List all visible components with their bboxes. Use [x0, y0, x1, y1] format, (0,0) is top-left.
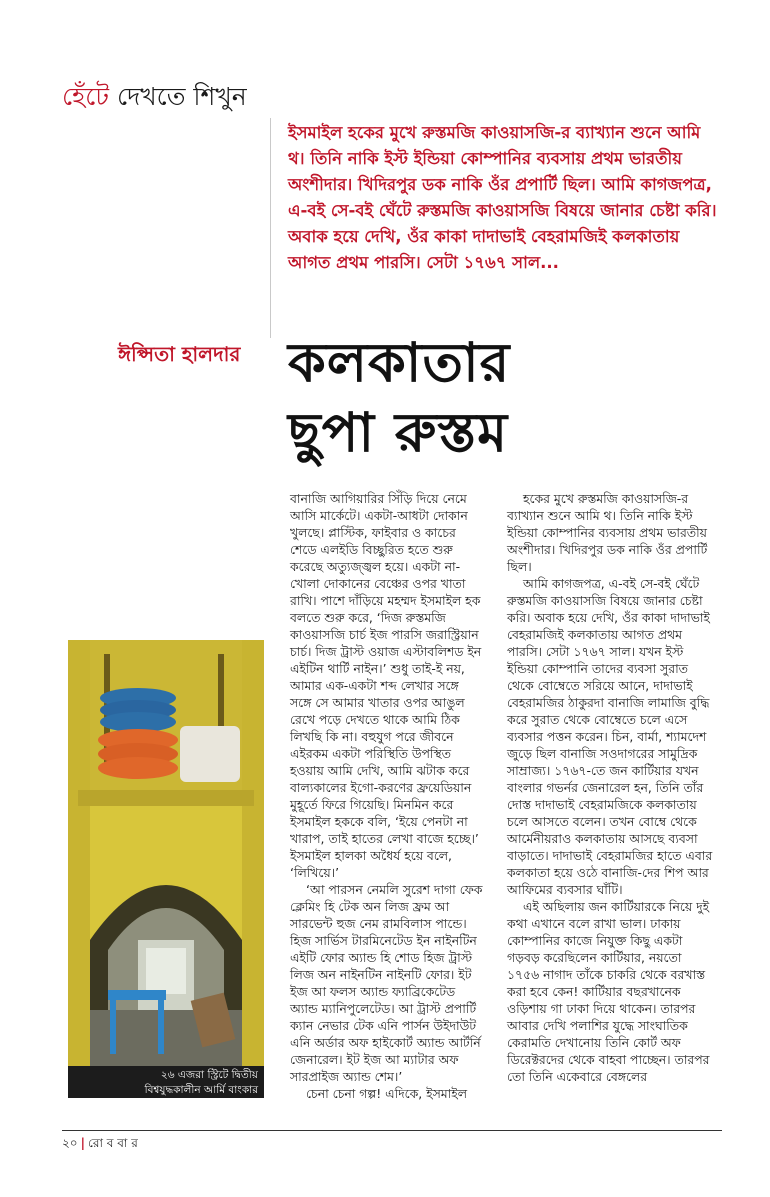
headline	[288, 328, 510, 468]
bunker-photo	[68, 640, 264, 1066]
body-paragraph: আমি কাগজপত্র, এ-বই সে-বই ঘেঁটে রুস্তমজি কাওয়াসজি বিষয়ে জানার চেষ্টা করি। অবাক হয়ে দেখি, ওঁর কাকা দাদাভাই বেহরামজিই কলকাতায় আগত প্রথম পারসি। সেটা ১৭৬৭ সাল। যখন ইস্ট ইন্ডিয়া কোম্পানি তাদের ব্যবসা সুরাত থেকে বোম্বেতে সরিয়ে আনে, দাদাভাই বেহরামজির ঠাকুরদা বানাজি লামাজি বুদ্ধি করে সুরাত থেকে বোম্বেতে চলে এসে ব্যবসার পত্তন করেন। চিন, বার্মা, শ্যামদেশ জুড়ে ছিল বানাজি সওদাগরের সামুদ্রিক সাম্রাজ্য। ১৭৬৭-তে জন কার্টিয়ার যখন বাংলার গভর্নর জেনারেল হন, তিনি তাঁর দোস্ত দাদাভাই বেহরামজিকে কলকাতায় চলে আসতে বলেন। তখন বোম্বে থেকে আর্মেনীয়রাও কলকাতায় আসছে ব্যবসা বাড়াতে। দাদাভাই বেহরামজির হাতে এবার কলকাতা হয়ে ওঠে বানাজি-দের শিপ আর আফিমের ব্যবসার ঘাঁটি।	[507, 576, 713, 897]
section-header	[62, 84, 247, 109]
footer-separator: |	[80, 1136, 85, 1150]
intro-standfirst: ইসমাইল হকের মুখে রুস্তমজি কাওয়াসজি-র ব্যাখ্যান শুনে আমি থ। তিনি নাকি ইস্ট ইন্ডিয়া কোম্পানির ব্যবসায় প্রথম ভারতীয় অংশীদার। খিদিরপুর ডক নাকি ওঁর প্রপার্টি ছিল। আমি কাগজপত্র, এ-বই সে-বই ঘেঁটে রুস্তমজি কাওয়াসজি বিষয়ে জানার চেষ্টা করি। অবাক হয়ে দেখি, ওঁর কাকা দাদাভাই বেহরামজিই কলকাতায় আগত প্রথম পারসি। সেটা ১৭৬৭ সাল...	[288, 123, 717, 272]
photo-caption-line-1: ২৬ এজরা স্ট্রিটে দ্বিতীয়	[160, 1069, 258, 1081]
section-header-rest: দেখতে শিখুন	[116, 82, 247, 111]
body-paragraph: চেনা চেনা গল্প! এদিকে, ইসমাইল	[306, 1086, 467, 1101]
body-paragraph: ‘আ পারসন নেমলি সুরেশ দাগা ফেক ক্লেমিং হি টেক অন লিজ ফ্রম আ সারভেন্ট হুজ নেম রামবিলাস পান্ডে। হিজ সার্ভিস টারমিনেটেড ইন নাইনটিন এইটি ফোর অ্যান্ড হি শোড হিজ ট্রাস্ট লিজ অন নাইনটিন নাইনটি ফোর। ইট ইজ আ ফলস অ্যান্ড ফ্যাব্রিকেটেড অ্যান্ড ম্যানিপুলেটেড। আ ট্রাস্ট প্রপার্টি ক্যান নেভার টেক এনি পার্সন উইদাউট এনি অর্ডার অফ হাইকোর্ট অ্যান্ড আর্টর্নি জেনারেল। ইট ইজ আ ম্যাটার অফ সারপ্রাইজ অ্যান্ড শেম।’	[290, 882, 483, 1084]
body-paragraph: বানাজি আগিয়ারির সিঁড়ি দিয়ে নেমে আসি মার্কেটে। একটা-আধটা দোকান খুলছে। প্লাস্টিক, ফাইবার ও কাচের শেডে এলইডি বিচ্ছুরিত হতে শুরু করেছে অত্যুজ্জ্বল হয়ে। একটা না-খোলা দোকানের বেঞ্চের ওপর খাতা রাখি। পাশে দাঁড়িয়ে মহম্মদ ইসমাইল হক বলতে শুরু করে, ‘দিজ রুস্তমজি কাওয়াসজি চার্চ ইজ পারসি জরাস্ট্রিয়ান চার্চ। দিজ ট্রাস্ট ওয়াজ এস্টাবলিশড ইন এইটিন থার্টি নাইন।’ শুধু তাই-ই নয়, আমার এক-একটা শব্দ লেখার সঙ্গে সঙ্গে সে আমার খাতার ওপর আঙুল রেখে পড়ে দেখতে থাকে আমি ঠিক লিখছি কি না। বহুযুগ পরে জীবনে এইরকম একটা পরিস্থিতি উপস্থিত হওয়ায় আমি দেখি, আমি ঝটাক করে বাল্যকালের ইগো-করণের ফ্রয়েডিয়ান মুহূর্তে ফিরে গিয়েছি। মিনমিন করে ইসমাইল হককে বলি, ‘ইয়ে পেনটা না খারাপ, তাই হাতের লেখা বাজে হচ্ছে।’ ইসমাইল হালকা অধৈর্য হয়ে বলে, ‘লিখিয়ে।’	[290, 491, 482, 880]
magazine-name: রো ব বা র	[88, 1136, 138, 1150]
body-paragraph: এই অছিলায় জন কার্টিয়ারকে নিয়ে দুই কথা এখানে বলে রাখা ভাল। ঢাকায় কোম্পানির কাজে নিযুক্ত কিছু একটা গড়বড় করেছিলেন কার্টিয়ার, নয়তো ১৭৫৬ নাগাদ তাঁকে চাকরি থেকে বরখাস্ত করা হবে কেন! কার্টিয়ার বছরখানেক ওড়িশায় গা ঢাকা দিয়ে থাকেন। তারপর আবার দেখি পলাশির যুদ্ধে সাংঘাতিক কেরামতি দেখানোয় তিনি কোর্ট অফ ডিরেক্টরদের থেকে বাহবা পাচ্ছেন। তারপর তো তিনি একেবারে বেঙ্গলের	[507, 899, 710, 1084]
page-footer	[62, 1135, 138, 1155]
photo-caption-line-2: বিশ্বযুদ্ধকালীন আর্মি বাংকার	[144, 1084, 258, 1096]
footer-rule	[62, 1130, 722, 1131]
column-divider	[270, 118, 271, 338]
body-column-2	[507, 490, 717, 1085]
body-column-1	[290, 490, 484, 1102]
headline-line-1: কলকাতার	[288, 331, 511, 394]
section-header-highlight: হেঁটে	[62, 82, 109, 111]
author-byline: ঈপ্সিতা হালদার	[118, 342, 241, 366]
body-paragraph: হকের মুখে রুস্তমজি কাওয়াসজি-র ব্যাখ্যান শুনে আমি থ। তিনি নাকি ইস্ট ইন্ডিয়া কোম্পানির ব্যবসায় প্রথম ভারতীয় অংশীদার। খিদিরপুর ডক নাকি ওঁর প্রপার্টি ছিল।	[507, 491, 708, 574]
photo-caption	[68, 1066, 264, 1098]
headline-line-2: ছুপা রুস্তম	[288, 401, 509, 464]
page-number: ২০	[62, 1136, 78, 1150]
